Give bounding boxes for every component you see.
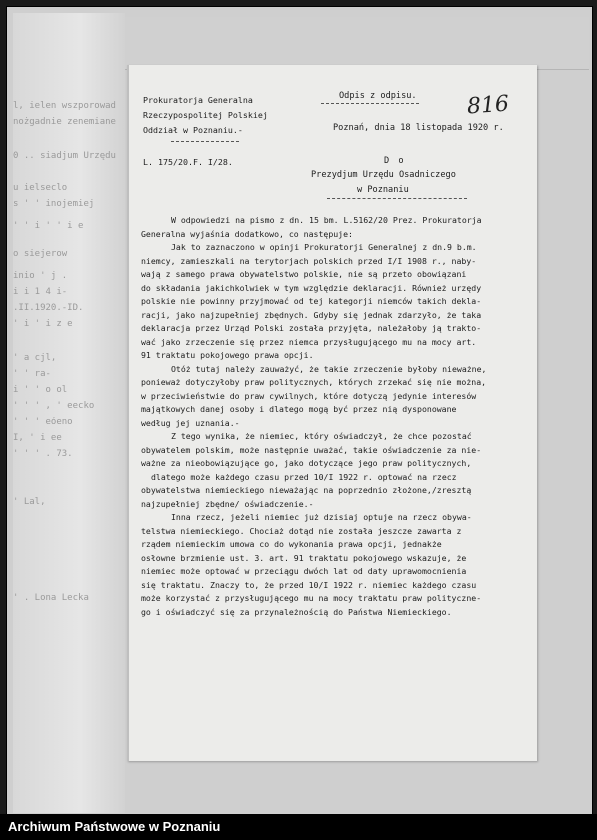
body-line: Generalna wyjaśnia dodatkowo, co następuje: bbox=[141, 228, 353, 239]
copy-underline bbox=[321, 103, 419, 104]
body-line: Jak to zaznaczono w opinji Prokuratorji Generalnej z dn.9 b.m. bbox=[171, 242, 477, 252]
underlying-page-left: l, ielen wszporowad nożgadnie zenemiane 0 .. siadjum Urzędu u ielseclo s ' ' inojemiej ' ' i ' ' i e o siejerow inio ' j . i i 1 4 i- .II.1920.-ID. ' i ' i z e ' a cjl, ' ' ra- i ' ' o ol ' ' ' , ' eecko ' ' ' eóeno I, ' i ee ' ' ' . 73. ' Lal, ' . Lona Lecka bbox=[13, 13, 125, 813]
document-photo bbox=[6, 6, 593, 816]
body-line: do składania jakichkolwiek w tym względzie deklaracji. Również urzędy bbox=[141, 282, 482, 293]
body-line: W odpowiedzi na pismo z dn. 15 bm. L.5162/20 Prez. Prokuratorja bbox=[171, 215, 482, 225]
body-line: w przeciwieństwie do praw cywilnych, które dotyczą jedynie interesów bbox=[141, 390, 477, 401]
letter-page bbox=[127, 65, 537, 761]
body-line: racji, jako najzupełniej zbędnych. Gdyby się jednak zdarzyło, że taka bbox=[141, 309, 482, 320]
body-line: może korzystać z przysługującego mu na mocy traktatu praw polityczne- bbox=[141, 593, 482, 603]
body-line: wać jako zrzeczenie się przez niemca przysługującego mu na mocy art. bbox=[141, 336, 477, 347]
body-line: najzupełniej zbędne/ oświadczenie.- bbox=[141, 498, 314, 509]
body-line: majątkowych danej osoby i dlatego mogą być przez nią dysponowane bbox=[141, 404, 457, 414]
header-divider bbox=[171, 141, 239, 142]
body-line: telstwa niemieckiego. Chociaż dotąd nie została jeszcze zawarta z bbox=[141, 525, 462, 536]
recipient-line: w Poznaniu bbox=[357, 185, 409, 195]
office-line: Oddział w Poznaniu.- bbox=[143, 125, 243, 135]
body-line: polskie nie powinny przyjmować od tej kategorji niemców takich dekla- bbox=[141, 296, 482, 306]
office-line: Rzeczypospolitej Polskiej bbox=[143, 110, 268, 120]
handwritten-page-number: 816 bbox=[466, 91, 510, 120]
recipient-line: Prezydjum Urzędu Osadniczego bbox=[311, 170, 456, 180]
salutation: D o bbox=[384, 156, 406, 166]
date-line: Poznań, dnia 18 listopada 1920 r. bbox=[333, 123, 504, 133]
body-line: osłowne brzmienie ust. 3. art. 91 traktatu pokojowego wskazuje, że bbox=[141, 552, 467, 563]
body-line: obywatelstwa niemieckiego nieważając na poprzednio złożone,/zresztą bbox=[141, 485, 472, 495]
body-line: ważne za nieobowiązujące go, jako dotyczące jego praw politycznych, bbox=[141, 458, 472, 468]
body-line: wają z samego prawa obywatelstwo polskie, nie są przeto obowiązani bbox=[141, 269, 467, 279]
body-line: ponieważ dotyczyłoby praw politycznych, których zrzekać się nie można, bbox=[141, 377, 487, 387]
letter-body bbox=[141, 214, 529, 619]
body-line: go i oświadczyć się za przynależnością do Państwa Niemieckiego. bbox=[141, 606, 452, 617]
body-line: dlatego może każdego czasu przed 10/I 1922 r. optować na rzecz bbox=[151, 471, 457, 482]
body-line: się traktatu. Znaczy to, że przed 10/I 1922 r. niemiec każdego czasu bbox=[141, 579, 477, 590]
copy-label: Odpis z odpisu. bbox=[339, 91, 417, 101]
body-line: Inna rzecz, jeżeli niemiec już dzisiaj optuje na rzecz obywa- bbox=[171, 512, 472, 522]
body-line: deklaracja przez Urząd Polski została przyjęta, należałoby ją trakto- bbox=[141, 323, 482, 333]
office-header bbox=[143, 93, 268, 138]
body-line: niemcy, zamieszkali na terytorjach polskich przed I/I 1908 r., naby- bbox=[141, 255, 477, 266]
body-line: 91 traktatu pokojowego prawa opcji. bbox=[141, 350, 314, 360]
body-line: Z tego wynika, że niemiec, który oświadczył, że chce pozostać bbox=[171, 431, 472, 441]
body-line: rządem niemieckim umowa co do wykonania prawa opcji, jednakże bbox=[141, 539, 442, 549]
underlying-page-top bbox=[119, 17, 589, 70]
archive-footer: Archiwum Państwowe w Poznaniu bbox=[0, 814, 597, 840]
body-line: Otóż tutaj należy zauważyć, że takie zrzeczenie byłoby nieważne, bbox=[171, 363, 487, 374]
body-line: niemiec może optować w przeciągu dwóch lat od daty uprawomocnienia bbox=[141, 566, 467, 576]
recipient-underline bbox=[327, 198, 467, 199]
body-line: obywatelem polskim, może następnie uważać, takie oświadczenie za nie- bbox=[141, 444, 482, 455]
office-line: Prokuratorja Generalna bbox=[143, 95, 253, 105]
reference-number: L. 175/20.F. I/28. bbox=[143, 157, 233, 167]
body-line: według jej uznania.- bbox=[141, 417, 240, 428]
